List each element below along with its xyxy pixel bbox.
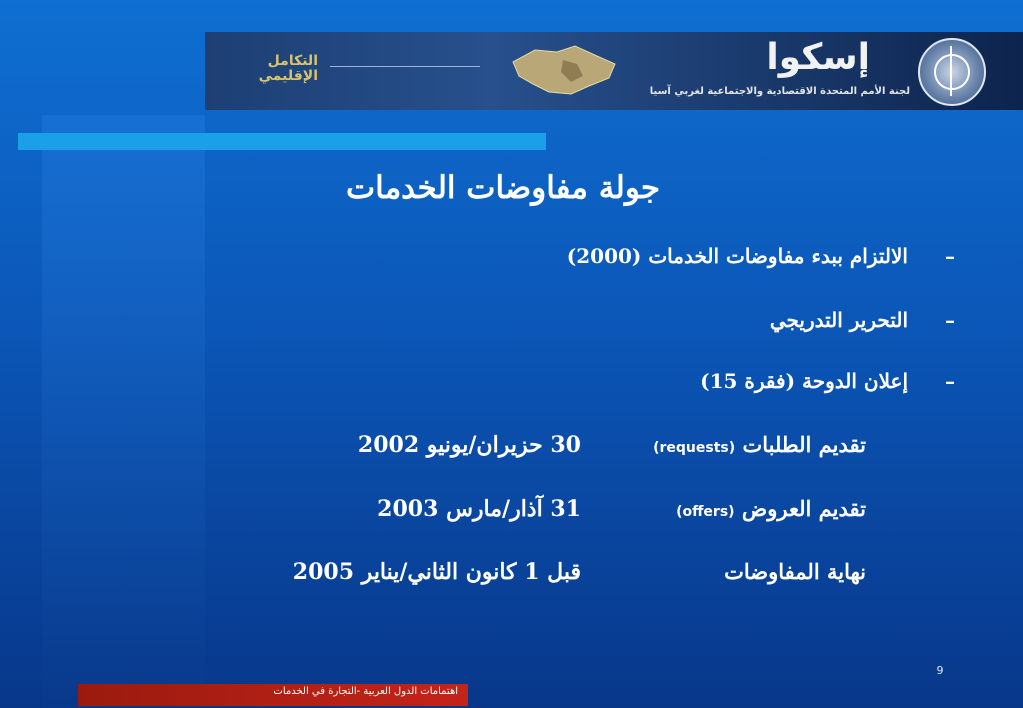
- bullet-marker-3: –: [945, 369, 955, 393]
- bullet-3: إعلان الدوحة (فقرة 15): [700, 369, 908, 393]
- schedule-date-1: 30 حزيران/يونيو 2002: [357, 432, 581, 458]
- org-name: إسكوا: [766, 37, 870, 78]
- schedule-label-ar: تقديم الطلبات: [742, 432, 866, 457]
- integration-line-1: التكامل: [267, 53, 318, 69]
- schedule-label-en: (offers): [676, 504, 735, 520]
- schedule-label-en: (requests): [653, 440, 736, 456]
- accent-bar: [18, 133, 546, 150]
- schedule-date-3: قبل 1 كانون الثاني/يناير 2005: [292, 559, 581, 585]
- schedule-label-ar: نهاية المفاوضات: [724, 559, 866, 584]
- bullet-marker-2: –: [945, 308, 955, 332]
- left-stripe: [42, 115, 205, 708]
- schedule-label-3: [606, 559, 866, 584]
- page-number: 9: [936, 664, 944, 677]
- arab-map-icon: [505, 42, 623, 98]
- bullet-marker-1: –: [945, 244, 955, 268]
- slide-title: جولة مفاوضات الخدمات: [345, 170, 660, 206]
- schedule-label-2: [606, 496, 866, 521]
- bullet-2: التحرير التدريجي: [769, 308, 908, 332]
- bullet-1: الالتزام ببدء مفاوضات الخدمات (2000): [566, 244, 908, 268]
- integration-line-2: الإقليمي: [258, 68, 318, 84]
- header-divider: [330, 66, 480, 67]
- un-emblem-icon: [918, 38, 986, 106]
- org-subtitle: لجنة الأمم المتحدة الاقتصادية والاجتماعية لغربي آسيا: [649, 86, 910, 97]
- schedule-date-2: 31 آذار/مارس 2003: [377, 496, 581, 522]
- footer-text: اهتمامات الدول العربية -التجارة في الخدمات: [273, 686, 458, 697]
- regional-integration-logo: [226, 54, 318, 84]
- schedule-label-1: [606, 432, 866, 457]
- schedule-label-ar: تقديم العروض: [741, 496, 866, 521]
